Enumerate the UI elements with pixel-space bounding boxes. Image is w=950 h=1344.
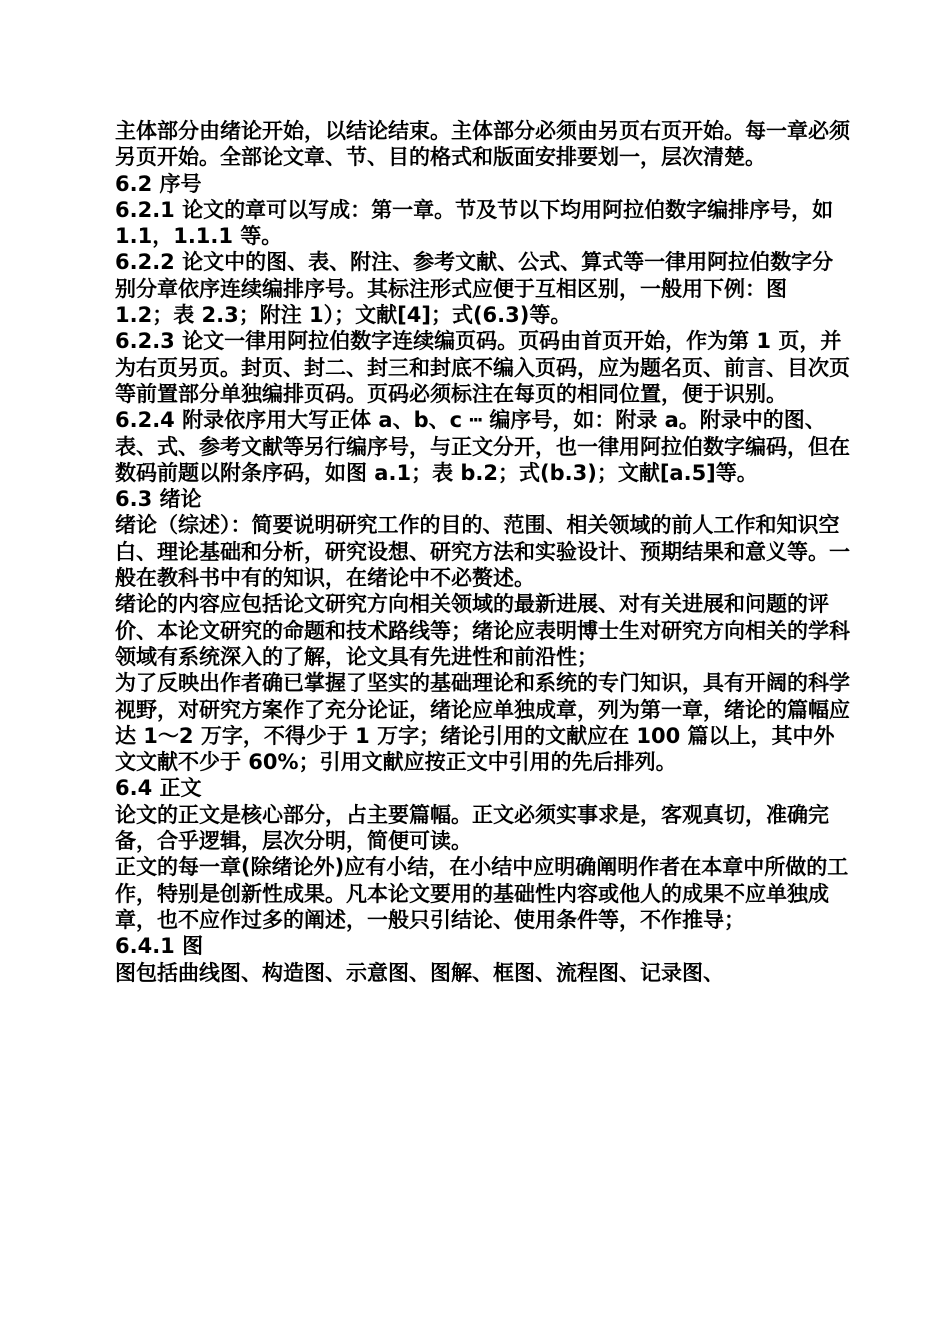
heading-6-4-1-figures: 6.4.1 图 (115, 934, 204, 959)
heading-6-3-introduction: 6.3 绪论 (115, 487, 202, 512)
document-page (115, 118, 850, 986)
paragraph-6-2-1: 6.2.1 论文的章可以写成：第一章。节及节以下均用阿拉伯数字编排序号，如 1.1，1.1.1 等。 (115, 197, 834, 249)
paragraph-introduction-requirements: 为了反映出作者确已掌握了坚实的基础理论和系统的专门知识，具有开阔的科学视野，对研究方案作了充分论证，绪论应单独成章，列为第一章，绪论的篇幅应达 1～2 万字，不得少于 1 万字；绪论引用的文献应在 100 篇以上，其中外文文献不少于 60%；引用文献应按正文中引用的先后排列。 (115, 671, 850, 775)
heading-6-2-numbering: 6.2 序号 (115, 171, 202, 196)
paragraph-6-2-3: 6.2.3 论文一律用阿拉伯数字连续编页码。页码由首页开始，作为第 1 页，并为右页另页。封页、封二、封三和封底不编入页码，应为题名页、前言、目次页等前置部分单独编排页码。页码必须标注在每页的相同位置，便于识别。 (115, 329, 850, 406)
paragraph-figures-types: 图包括曲线图、构造图、示意图、图解、框图、流程图、记录图、 (115, 960, 724, 985)
paragraph-introduction-content: 绪论的内容应包括论文研究方向相关领域的最新进展、对有关进展和问题的评价、本论文研究的命题和技术路线等；绪论应表明博士生对研究方向相关的学科领域有系统深入的了解，论文具有先进性和前沿性； (115, 592, 850, 669)
paragraph-6-2-2: 6.2.2 论文中的图、表、附注、参考文献、公式、算式等一律用阿拉伯数字分别分章依序连续编排序号。其标注形式应便于互相区别，一般用下例：图 (115, 250, 834, 301)
heading-6-4-main-text: 6.4 正文 (115, 776, 202, 801)
paragraph-main-body-intro: 主体部分由绪论开始，以结论结束。主体部分必须由另页右页开始。每一章必须另页开始。全部论文章、节、目的格式和版面安排要划一，层次清楚。 (115, 119, 850, 170)
paragraph-main-text-core: 论文的正文是核心部分，占主要篇幅。正文必须实事求是，客观真切，准确完备，合乎逻辑，层次分明，简便可读。 (115, 802, 829, 854)
paragraph-introduction-summary: 绪论（综述）：简要说明研究工作的目的、范围、相关领域的前人工作和知识空白、理论基础和分析，研究设想、研究方法和实验设计、预期结果和意义等。一般在教科书中有的知识，在绪论中不必赘述。 (115, 513, 850, 591)
paragraph-6-2-2-examples: 1.2；表 2.3；附注 1）；文献[4]；式(6.3)等。 (115, 303, 572, 328)
paragraph-main-text-chapter-summary: 正文的每一章(除绪论外)应有小结，在小结中应明确阐明作者在本章中所做的工作，特别是创新性成果。凡本论文要用的基础性内容或他人的成果不应单独成章，也不应作过多的阐述，一般只引结论、使用条件等，不作推导； (115, 855, 849, 932)
paragraph-6-2-4: 6.2.4 附录依序用大写正体 a、b、c ┅ 编序号，如：附录 a。附录中的图、表、式、参考文献等另行编序号，与正文分开，也一律用阿拉伯数字编码，但在数码前题以附条序码，如图 a.1；表 b.2；式(b.3)；文献[a.5]等。 (115, 408, 850, 485)
